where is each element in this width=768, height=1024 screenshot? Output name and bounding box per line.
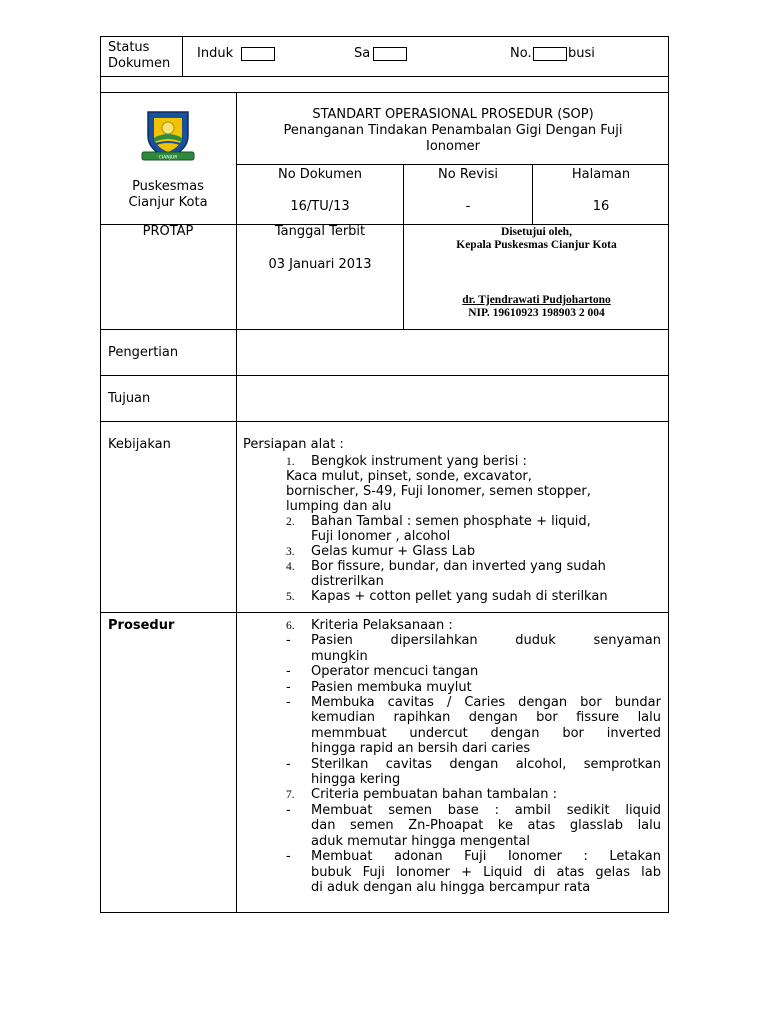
kebijakan-list: [286, 454, 666, 604]
status-label-line2: Dokumen: [108, 56, 171, 71]
puskesmas-logo: [136, 108, 200, 164]
option-induk-checkbox[interactable]: [241, 47, 275, 61]
list-item-text: Operator mencuci tangan: [311, 664, 479, 680]
list-item-text: Kapas + cotton pellet yang sudah di sterilkan: [311, 589, 608, 604]
list-item-text: kemudian rapihkan dengan bor fissure lalu: [311, 710, 661, 726]
kebijakan-bottom-line: [100, 612, 669, 613]
list-item-text: bornischer, S-49, Fuji Ionomer, semen stopper,: [286, 484, 591, 499]
no-revisi-label: No Revisi: [438, 167, 498, 182]
title-bottom-line: [236, 164, 669, 165]
list-item-text: hingga rapid an bersih dari caries: [311, 741, 531, 757]
list-item-text: mungkin: [311, 648, 368, 664]
halaman-value: 16: [592, 199, 610, 214]
list-bullet: -: [286, 664, 291, 680]
list-item-text: memmbuat undercut dengan bor inverted: [311, 725, 661, 741]
sop-title-line3: Ionomer: [426, 139, 480, 154]
option-no-checkbox[interactable]: [533, 47, 567, 61]
list-item-text: aduk memutar hingga mengental: [311, 833, 530, 849]
tanggal-terbit-label: Tanggal Terbit: [274, 224, 366, 239]
list-item: [286, 680, 661, 695]
no-dokumen-value: 16/TU/13: [290, 199, 350, 214]
option-induk-label: Induk: [197, 46, 234, 61]
left-column-divider: [236, 92, 237, 913]
list-item-text: Membuka cavitas / Caries dengan bor bundar: [311, 695, 661, 711]
kebijakan-intro: Persiapan alat :: [243, 437, 344, 452]
prosedur-label: Prosedur: [108, 618, 175, 633]
option-busi-label: busi: [568, 46, 595, 61]
list-bullet: -: [286, 695, 291, 711]
list-number: 4.: [286, 561, 295, 573]
list-item-text: hingga kering: [311, 772, 401, 788]
list-number: 6.: [286, 620, 295, 632]
svg-text:CIANJUR: CIANJUR: [158, 155, 178, 161]
pengertian-bottom-line: [100, 375, 669, 376]
list-number: 1.: [286, 456, 295, 468]
list-bullet: -: [286, 633, 291, 649]
list-item-text: Sterilkan cavitas dengan alcohol, semprotkan: [311, 756, 661, 772]
list-item-text: Bahan Tambal : semen phosphate + liquid,: [311, 514, 591, 529]
org-name-line1: Puskesmas: [132, 179, 204, 194]
list-number: 5.: [286, 591, 295, 603]
no-revisi-value: -: [465, 199, 471, 214]
sop-title-line1: STANDART OPERASIONAL PROSEDUR (SOP): [312, 107, 594, 122]
tujuan-bottom-line: [100, 421, 669, 422]
list-item: [286, 618, 661, 633]
list-item: [286, 787, 661, 802]
option-sa-checkbox[interactable]: [373, 47, 407, 61]
list-item-text: Membuat adonan Fuji Ionomer : Letakan: [311, 849, 661, 865]
status-label-line1: Status: [108, 40, 150, 55]
kebijakan-label: Kebijakan: [108, 437, 171, 452]
list-item: [286, 589, 666, 604]
halaman-label: Halaman: [571, 167, 631, 182]
list-number: 2.: [286, 516, 295, 528]
list-number: 3.: [286, 546, 295, 558]
list-bullet: -: [286, 802, 291, 818]
list-item: [286, 544, 666, 559]
list-item-text: lumping dan alu: [286, 499, 392, 514]
list-item: [286, 454, 666, 469]
sop-title-line2: Penanganan Tindakan Penambalan Gigi Dengan Fuji: [283, 123, 623, 138]
no-dokumen-label: No Dokumen: [277, 167, 363, 182]
status-row-divider: [182, 36, 183, 77]
protap-bottom-line: [100, 329, 669, 330]
signer-nip: NIP. 19610923 198903 2 004: [468, 307, 605, 319]
list-item: [286, 757, 661, 788]
list-bullet: -: [286, 756, 291, 772]
pengertian-label: Pengertian: [108, 345, 179, 360]
list-item-text: dan semen Zn-Phoapat ke atas glasslab lalu: [311, 818, 661, 834]
org-name-line2: Cianjur Kota: [128, 195, 208, 210]
list-item-text: Membuat semen base : ambil sedikit liquid: [311, 802, 661, 818]
list-bullet: -: [286, 679, 291, 695]
list-item: [286, 664, 661, 679]
list-item-text: Fuji Ionomer , alcohol: [311, 529, 451, 544]
list-item-text: Bor fissure, bundar, dan inverted yang sudah: [311, 559, 606, 574]
list-item-text: Gelas kumur + Glass Lab: [311, 544, 476, 559]
list-item-text: Kriteria Pelaksanaan :: [311, 618, 453, 633]
option-no-label: No.: [510, 46, 532, 61]
list-item: [286, 849, 661, 895]
list-bullet: -: [286, 849, 291, 865]
list-item-text: di aduk dengan alu hingga bercampur rata: [311, 879, 591, 895]
spacer-row: [100, 76, 669, 93]
list-item: [286, 469, 666, 514]
list-item: [286, 803, 661, 849]
list-item-text: Bengkok instrument yang berisi :: [311, 454, 527, 469]
prosedur-list: [286, 618, 661, 895]
list-item-text: bubuk Fuji Ionomer + Liquid di atas gelas lab: [311, 864, 661, 880]
list-item-text: Kaca mulut, pinset, sonde, excavator,: [286, 469, 532, 484]
signer-name: dr. Tjendrawati Pudjohartono: [462, 294, 611, 306]
tujuan-label: Tujuan: [108, 391, 151, 406]
tanggal-terbit-value: 03 Januari 2013: [268, 257, 372, 272]
list-item-text: Criteria pembuatan bahan tambalan :: [311, 787, 558, 803]
list-item: [286, 559, 666, 589]
approval-line2: Kepala Puskesmas Cianjur Kota: [456, 239, 617, 251]
list-number: 7.: [286, 789, 295, 802]
protap-label: PROTAP: [142, 224, 194, 239]
list-item-text: Pasien dipersilahkan duduk senyaman: [311, 633, 661, 649]
list-item: [286, 633, 661, 664]
approval-line1: Disetujui oleh,: [501, 226, 572, 238]
list-item: [286, 695, 661, 757]
list-item-text: Pasien membuka muylut: [311, 679, 472, 695]
list-item: [286, 514, 666, 544]
list-item-text: distrerilkan: [311, 574, 384, 589]
option-sa-label: Sa: [354, 46, 371, 61]
